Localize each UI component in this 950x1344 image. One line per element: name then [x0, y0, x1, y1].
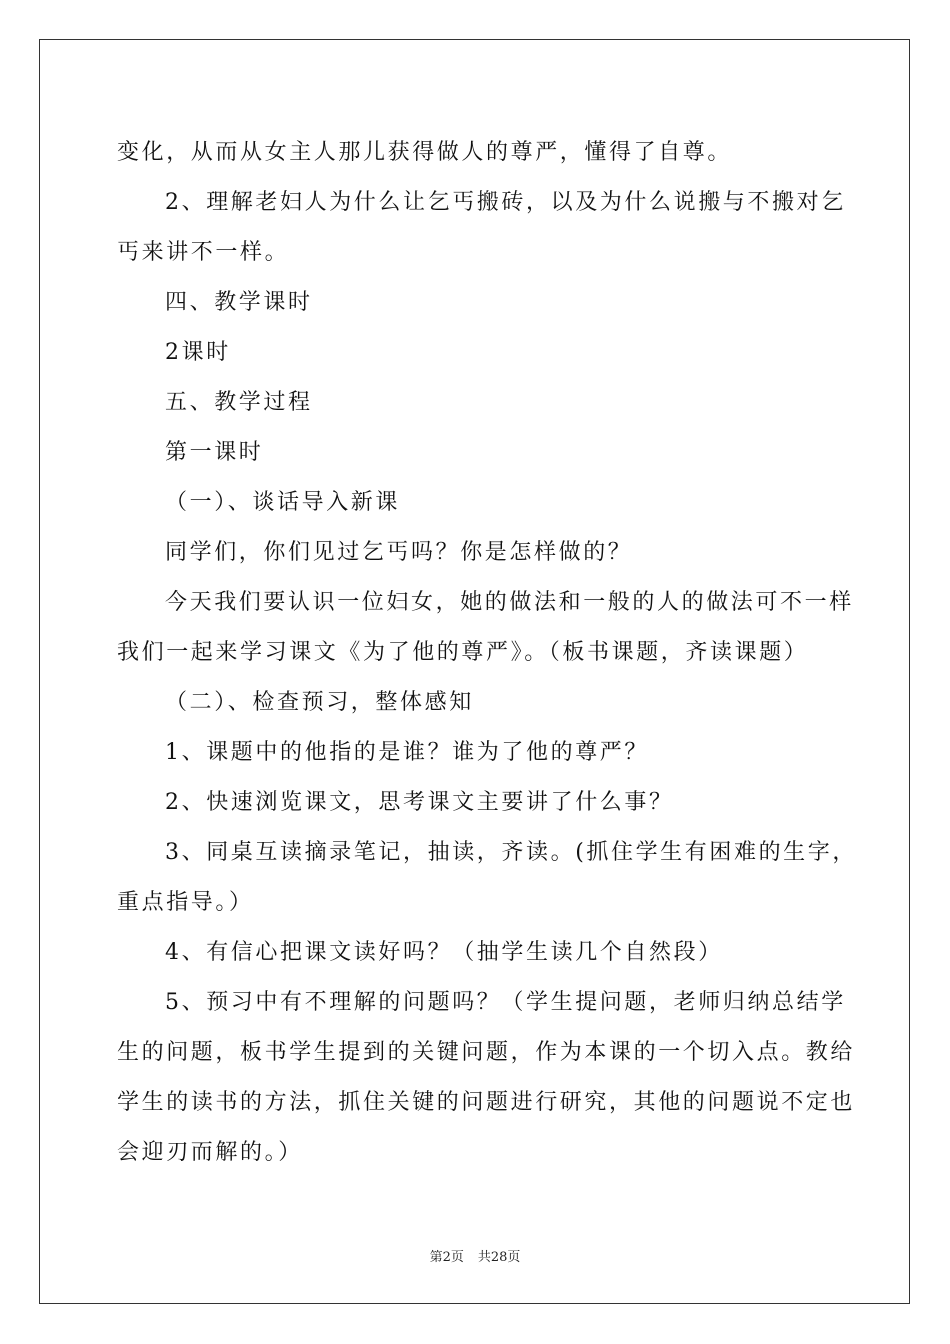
page-number: 第2页	[429, 1250, 464, 1265]
text-line: 2、快速浏览课文，思考课文主要讲了什么事？	[165, 790, 674, 815]
text-line: 5、预习中有不理解的问题吗？（学生提问题，老师归纳总结学	[165, 990, 846, 1015]
text-line: 重点指导。）	[117, 890, 254, 915]
text-line: 今天我们要认识一位妇女，她的做法和一般的人的做法可不一样	[165, 590, 854, 615]
text-line: 四、教学课时	[165, 290, 313, 315]
text-line: 会迎刃而解的。）	[117, 1140, 303, 1165]
text-line: 3、同桌互读摘录笔记，抽读，齐读。(抓住学生有困难的生字，	[165, 840, 857, 865]
text-line: 1、课题中的他指的是谁？谁为了他的尊严？	[165, 740, 649, 765]
text-line: 4、有信心把课文读好吗？（抽学生读几个自然段）	[165, 940, 723, 965]
text-line: 我们一起来学习课文《为了他的尊严》。（板书课题，齐读课题）	[117, 640, 809, 665]
document-body	[117, 128, 857, 1178]
text-line: 丐来讲不一样。	[117, 240, 290, 265]
text-line: 2课时	[165, 340, 231, 365]
text-line: 第一课时	[165, 440, 264, 465]
text-line: 生的问题，板书学生提到的关键问题，作为本课的一个切入点。教给	[117, 1040, 856, 1065]
text-line: （一）、谈话导入新课	[165, 490, 401, 515]
text-line: （二）、检查预习，整体感知	[165, 690, 474, 715]
text-line: 五、教学过程	[165, 390, 313, 415]
page-total: 共28页	[477, 1250, 521, 1265]
text-line: 2、理解老妇人为什么让乞丐搬砖，以及为什么说搬与不搬对乞	[165, 190, 846, 215]
text-line: 学生的读书的方法，抓住关键的问题进行研究，其他的问题说不定也	[117, 1090, 856, 1115]
text-line: 变化，从而从女主人那儿获得做人的尊严，懂得了自尊。	[117, 140, 733, 165]
page-footer	[0, 1246, 950, 1265]
text-line: 同学们，你们见过乞丐吗？你是怎样做的？	[165, 540, 633, 565]
